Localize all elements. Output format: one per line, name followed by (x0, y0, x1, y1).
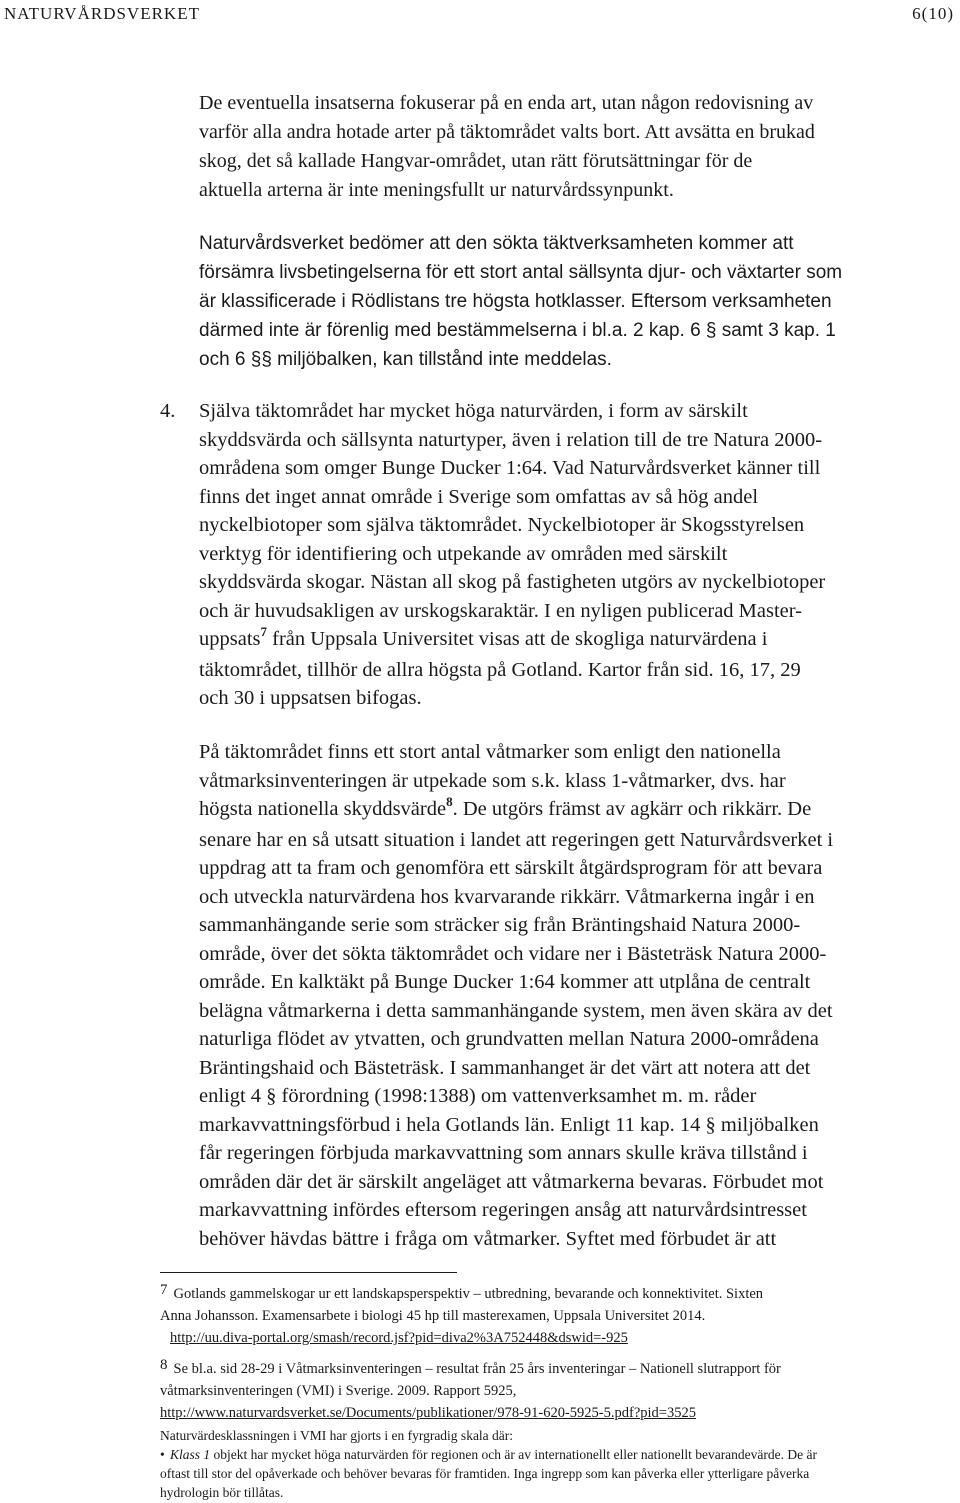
text-segment: uppsats (199, 628, 261, 650)
text-line: våtmarksinventeringen är utpekade som s.k. klass 1-våtmarker, dvs. har (199, 769, 786, 792)
text-line: sammanhängande serie som sträcker sig från Bräntingshaid Natura 2000- (199, 914, 801, 936)
text-line: Själva täktområdet har mycket höga naturvärden, i form av särskilt (199, 400, 748, 422)
vmi-line: hydrologin bör tillåtas. (160, 1485, 284, 1500)
text-line: senare har en så utsatt situation i landet att regeringen gett Naturvårdsverket i (199, 828, 834, 851)
paragraph-point-4 (160, 397, 959, 713)
text-line: område. En kalktäkt på Bunge Ducker 1:64 kommer att utplåna de centralt (199, 971, 811, 993)
vmi-bullet-line (160, 1445, 960, 1464)
text-line: och 6 §§ miljöbalken, kan tillstånd inte meddelas. (199, 349, 612, 370)
text-line: skog, det så kallade Hangvar-området, utan rätt förutsättningar för de (199, 150, 753, 172)
text-line: behöver hävdas bättre i fråga om våtmarker. Syftet med förbudet är att (199, 1227, 777, 1250)
paragraph-species-focus (199, 89, 959, 205)
text-line: På täktområdet finns ett stort antal våtmarker som enligt den nationella (199, 741, 781, 763)
footnote-8 (160, 1358, 960, 1424)
footnote-divider (160, 1272, 457, 1273)
text-line: får regeringen förbjuda markavvattning som annars skulle kräva tillstånd i (199, 1142, 808, 1164)
footnote-text: Gotlands gammelskogar ur ett landskapsperspektiv – utbredning, bevarande och konnektivitet. Sixten (173, 1286, 764, 1302)
text-line: markavvattning infördes eftersom regeringen ansåg att naturvårdsintresset (199, 1199, 807, 1221)
vmi-intro: Naturvärdesklassningen i VMI har gjorts i en fyrgradig skala där: (160, 1428, 514, 1443)
text-line: områdena som omger Bunge Ducker 1:64. Vad Naturvårdsverket känner till (199, 457, 821, 479)
text-line: område, över det sökta täktområdet och vidare ner i Bästeträsk Natura 2000- (199, 942, 827, 965)
bullet-icon: • (160, 1447, 165, 1462)
text-line: naturliga flödet av ytvatten, och grundvatten mellan Natura 2000-områdena (199, 1028, 819, 1050)
text-line-with-footnote (199, 795, 959, 826)
text-line: Naturvårdsverket bedömer att den sökta täktverksamheten kommer att (199, 233, 794, 254)
text-line: områden där det är särskilt angeläget att våtmarkerna bevaras. Förbudet mot (199, 1170, 824, 1193)
text-segment: . De utgörs främst av agkärr och rikkärr. De (452, 798, 812, 820)
list-number: 4. (160, 400, 176, 422)
text-line: försämra livsbetingelserna för ett stort antal sällsynta djur- och växtarter som (199, 262, 843, 283)
text-line: skyddsvärda och sällsynta naturtyper, även i relation till de tre Natura 2000- (199, 428, 823, 451)
text-line: aktuella arterna är inte meningsfullt ur naturvårdssynpunkt. (199, 179, 674, 201)
text-segment: från Uppsala Universitet visas att de skogliga naturvärdena i (267, 628, 768, 650)
text-line: enligt 4 § förordning (1998:1388) om vattenverksamhet m. m. råder (199, 1085, 757, 1107)
text-line: Bräntingshaid och Bästeträsk. I sammanhanget är det värt att notera att det (199, 1056, 811, 1079)
text-line: täktområdet, tillhör de allra högsta på Gotland. Kartor från sid. 16, 17, 29 (199, 658, 801, 681)
text-segment: högsta nationella skyddsvärde (199, 798, 447, 820)
page-header (0, 0, 960, 30)
vmi-classification-note (160, 1426, 960, 1502)
paragraph-assessment (199, 229, 959, 374)
text-line: markavvattningsförbud i hela Gotlands län. Enligt 11 kap. 14 § miljöbalken (199, 1113, 819, 1136)
paragraph-wetlands (199, 738, 959, 1253)
text-line-with-footnote (199, 625, 959, 656)
text-line: belägna våtmarkerna i detta sammanhängande system, men även skära av det (199, 999, 833, 1022)
footnote-7 (160, 1283, 960, 1349)
footnote-line (160, 1283, 960, 1305)
footnote-ref-8[interactable]: 8 (446, 794, 453, 809)
class-text: objekt har mycket höga naturvärden för regionen och är av internationellt eller nationellt bevarandevärde. De är (210, 1447, 818, 1462)
text-line: verktyg för identifiering och utpekande av områden med särskilt (199, 542, 728, 565)
page-number: 6(10) (912, 4, 954, 23)
footnote-ref-7[interactable]: 7 (260, 624, 267, 639)
text-line: De eventuella insatserna fokuserar på en enda art, utan någon redovisning av (199, 92, 814, 114)
footnote-link-8[interactable]: http://www.naturvardsverket.se/Documents/publikationer/978-91-620-5925-5.pdf?pid=3525 (160, 1405, 696, 1421)
text-line: och är huvudsakligen av urskogskaraktär. I en nyligen publicerad Master- (199, 599, 803, 622)
text-line: är klassificerade i Rödlistans tre högsta hotklasser. Eftersom verksamheten (199, 291, 832, 312)
footnote-line: Anna Johansson. Examensarbete i biologi 45 hp till masterexamen, Uppsala Universitet 2014. (160, 1308, 706, 1324)
organization-name: NATURVÅRDSVERKET (4, 4, 200, 23)
text-line: och utveckla naturvärdena hos kvarvarande rikkärr. Våtmarkerna ingår i en (199, 885, 815, 908)
footnote-line (160, 1358, 960, 1380)
footnote-link-7[interactable]: http://uu.diva-portal.org/smash/record.jsf?pid=diva2%3A752448&dswid=-925 (170, 1330, 628, 1346)
text-line: därmed inte är förenlig med bestämmelserna i bl.a. 2 kap. 6 § samt 3 kap. 1 (199, 320, 836, 341)
vmi-line: oftast till stor del opåverkade och behöver bevaras för framtiden. Inga ingrepp som kan påverka eller ytterligare påverka (160, 1466, 810, 1481)
text-line: nyckelbiotoper som själva täktområdet. Nyckelbiotoper är Skogsstyrelsen (199, 514, 805, 536)
class-label: Klass 1 (170, 1447, 211, 1462)
footnote-text: Se bl.a. sid 28-29 i Våtmarksinventeringen – resultat från 25 års inventeringar – Nationell slutrapport för (173, 1361, 781, 1377)
text-line: och 30 i uppsatsen bifogas. (199, 687, 422, 709)
footnote-mark: 7 (160, 1282, 168, 1298)
footnote-mark: 8 (160, 1357, 168, 1373)
text-line: finns det inget annat område i Sverige som omfattas av så hög andel (199, 485, 759, 508)
text-line: uppdrag att ta fram och genomföra ett särskilt åtgärdsprogram för att bevara (199, 857, 823, 879)
text-line: skyddsvärda skogar. Nästan all skog på fastigheten utgörs av nyckelbiotoper (199, 571, 826, 593)
footnote-line: våtmarksinventeringen (VMI) i Sverige. 2009. Rapport 5925, (160, 1383, 517, 1399)
text-line: varför alla andra hotade arter på täktområdet valts bort. Att avsätta en brukad (199, 121, 815, 143)
